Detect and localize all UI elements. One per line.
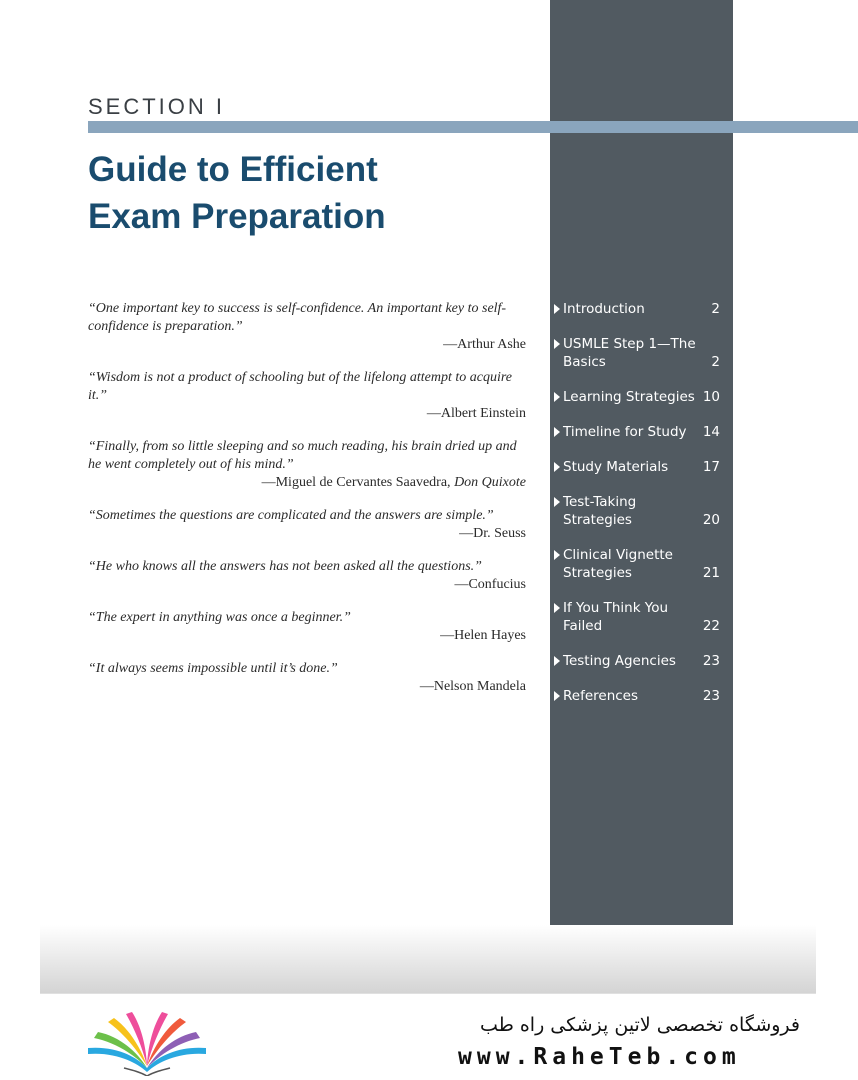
footer-divider — [40, 993, 816, 994]
quote-text: “Wisdom is not a product of schooling but of the lifelong attempt to acquire it.” — [88, 370, 512, 403]
toc-item-label: Clinical Vignette Strategies — [563, 547, 673, 581]
toc-item-study-materials[interactable] — [554, 458, 720, 476]
quote-text: “Sometimes the questions are complicated and the answers are simple.” — [88, 508, 494, 523]
quote-item — [88, 660, 526, 696]
triangle-right-icon — [554, 339, 560, 349]
toc-item-page: 23 — [702, 653, 720, 669]
quote-item — [88, 369, 526, 423]
toc-item-page: 20 — [702, 512, 720, 528]
toc-item-introduction[interactable] — [554, 300, 720, 318]
toc-item-label: Timeline for Study — [563, 424, 687, 440]
page-bottom-shadow — [40, 925, 816, 993]
toc-item-page: 10 — [702, 389, 720, 405]
quote-text: “One important key to success is self-confidence. An important key to self-confidence is preparation.” — [88, 301, 507, 334]
toc-item-references[interactable] — [554, 687, 720, 705]
triangle-right-icon — [554, 304, 560, 314]
quote-author: —Confucius — [454, 577, 526, 592]
toc-item-page: 21 — [702, 565, 720, 581]
toc-item-testing-agencies[interactable] — [554, 652, 720, 670]
section-label: SECTION I — [88, 94, 226, 119]
toc-item-label: Test-Taking Strategies — [563, 494, 637, 528]
toc-item-if-failed[interactable] — [554, 599, 720, 635]
table-of-contents — [554, 300, 720, 722]
quote-text: “He who knows all the answers has not been asked all the questions.” — [88, 559, 482, 574]
quote-item — [88, 558, 526, 594]
toc-item-label: Introduction — [563, 301, 645, 317]
quote-work-title: Don Quixote — [454, 475, 526, 490]
quote-author: —Dr. Seuss — [459, 526, 526, 541]
toc-item-label: References — [563, 688, 639, 704]
toc-item-label: USMLE Step 1—The Basics — [563, 336, 696, 370]
toc-item-label: Learning Strategies — [563, 389, 695, 405]
title-line-1: Guide to Efficient — [88, 150, 378, 189]
triangle-right-icon — [554, 691, 560, 701]
quote-author: —Arthur Ashe — [443, 337, 526, 352]
open-book-logo-icon — [84, 1010, 210, 1076]
toc-item-label: Testing Agencies — [563, 653, 676, 669]
triangle-right-icon — [554, 497, 560, 507]
triangle-right-icon — [554, 656, 560, 666]
toc-item-page: 23 — [702, 688, 720, 704]
toc-item-timeline[interactable] — [554, 423, 720, 441]
quote-item — [88, 507, 526, 543]
quote-author: —Nelson Mandela — [419, 679, 526, 694]
footer-store-name: فروشگاه تخصصی لاتین پزشکی راه طب — [480, 1014, 800, 1036]
section-rule — [88, 121, 858, 133]
triangle-right-icon — [554, 427, 560, 437]
toc-item-page: 22 — [702, 618, 720, 634]
toc-item-page: 17 — [702, 459, 720, 475]
quote-text: “It always seems impossible until it’s done.” — [88, 661, 338, 676]
quote-author: —Helen Hayes — [440, 628, 526, 643]
quote-text: “The expert in anything was once a beginner.” — [88, 610, 351, 625]
triangle-right-icon — [554, 462, 560, 472]
toc-item-page: 14 — [702, 424, 720, 440]
triangle-right-icon — [554, 392, 560, 402]
triangle-right-icon — [554, 550, 560, 560]
footer-website-url[interactable]: www.RaheTeb.com — [458, 1044, 741, 1070]
page-title — [88, 146, 528, 240]
quote-item — [88, 300, 526, 354]
title-line-2: Exam Preparation — [88, 197, 386, 236]
quote-text: “Finally, from so little sleeping and so much reading, his brain dried up and he went completely out of his mind.” — [88, 439, 517, 472]
quote-author: —Albert Einstein — [426, 406, 526, 421]
toc-item-page: 2 — [711, 301, 720, 317]
toc-item-page: 2 — [711, 354, 720, 370]
toc-item-test-taking[interactable] — [554, 493, 720, 529]
toc-item-usmle-basics[interactable] — [554, 335, 720, 371]
quotes-list — [88, 300, 526, 711]
quote-item — [88, 438, 526, 492]
quote-item — [88, 609, 526, 645]
quote-author-name: —Miguel de Cervantes Saavedra, — [261, 475, 455, 490]
toc-item-label: If You Think You Failed — [563, 600, 669, 634]
toc-item-clinical-vignette[interactable] — [554, 546, 720, 582]
toc-item-learning-strategies[interactable] — [554, 388, 720, 406]
triangle-right-icon — [554, 603, 560, 613]
quote-author — [88, 474, 526, 492]
toc-item-label: Study Materials — [563, 459, 669, 475]
